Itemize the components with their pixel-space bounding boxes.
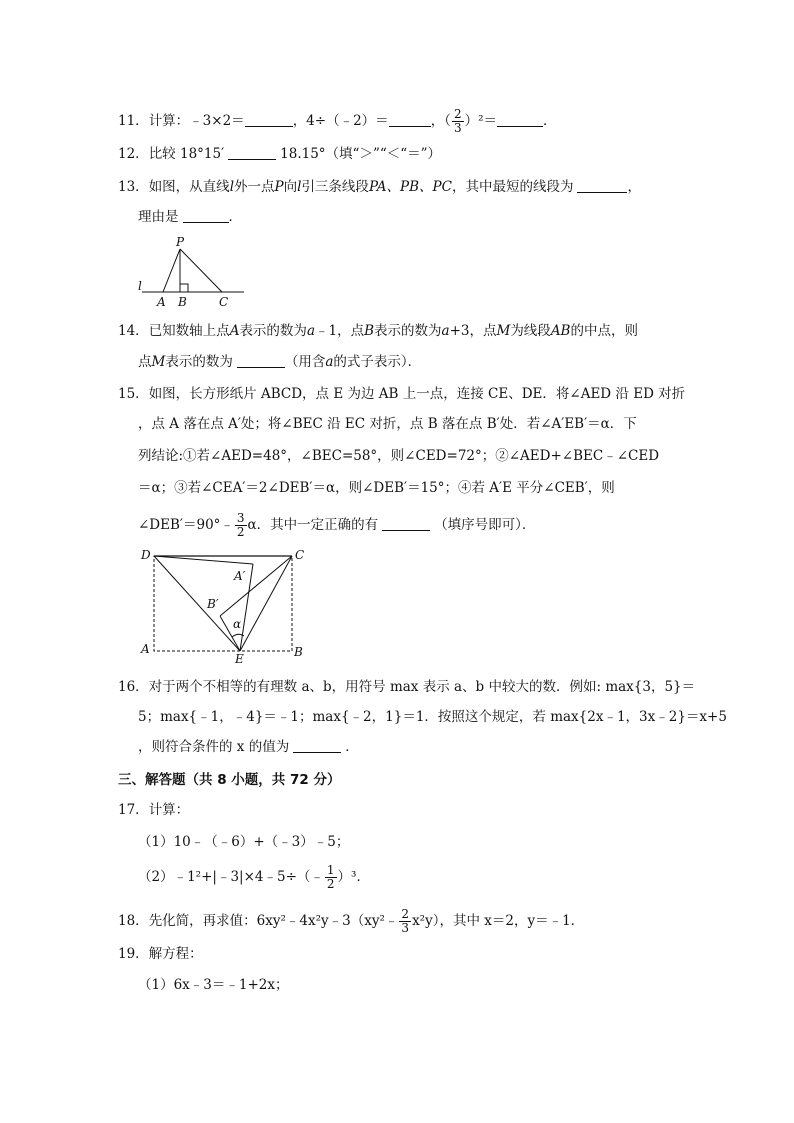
q13-part2: 外一点 (234, 179, 275, 195)
q16-line1: 对于两个不相等的有理数 a、b，用符号 max 表示 a、b 中较大的数．例如: max{3，5}＝ (148, 679, 696, 695)
segment-DA1 (154, 556, 253, 564)
q16-line3-part1: ，则符合条件的 x 的值为 (138, 739, 290, 755)
label-C: C (219, 295, 229, 309)
q12-part1: 比较 18°15′ (148, 146, 225, 162)
q11-blank-1[interactable] (245, 112, 293, 127)
q16-number: 16． (118, 679, 149, 695)
q18-part2: x²y），其中 x＝2，y＝﹣1． (412, 913, 585, 929)
q11-part5: ． (543, 113, 557, 129)
question-15 (118, 384, 685, 404)
q14-line2-part1: 点 (138, 354, 152, 370)
question-19 (118, 944, 203, 964)
q14-AB: AB (550, 323, 571, 339)
q14-part5: +3，点 (449, 323, 497, 339)
label-D: D (141, 548, 151, 562)
q14-a3: a (325, 354, 334, 370)
q14-part4: 表示的数为 (374, 323, 442, 339)
q15-line2: ，点 A 落在点 A′处；将∠BEC 沿 EC 对折，点 B 落在点 B′处．若∠A′EB′＝α．下 (138, 416, 637, 432)
q13-part1: 如图，从直线 (148, 179, 230, 195)
section-3-heading: 三、解答题（共 8 小题，共 72 分） (118, 772, 341, 788)
q17-sub2-part2: ）³． (337, 869, 370, 885)
segment-CB1 (220, 556, 292, 616)
right-angle-mark (180, 284, 188, 292)
q17-sub1-row (138, 832, 349, 852)
q18-frac-den: 3 (401, 921, 410, 935)
q14-a1: a (306, 323, 315, 339)
q17-sub2-row (138, 864, 370, 891)
q14-line2-part4: 的式子表示）． (333, 354, 422, 370)
q13-line2-end: ． (228, 209, 242, 225)
q15-line5-part3: （填序号即可）． (434, 517, 536, 533)
label-E: E (235, 652, 244, 666)
question-13-line2 (138, 207, 242, 227)
q19-sub1: （1）6x﹣3＝﹣1+2x； (138, 977, 289, 993)
q13-part6: ， (627, 179, 641, 195)
q13-number: 13． (118, 179, 149, 195)
q15-line3: 列结论:①若∠AED=48°，∠BEC=58°，则∠CED=72°；②∠AED+∠BEC﹣∠CED (138, 448, 660, 464)
label-B: B (294, 645, 303, 659)
q11-fraction (452, 108, 464, 135)
label-P: P (176, 235, 185, 249)
q13-blank-1[interactable] (577, 178, 627, 193)
q11-part4: ）²＝ (464, 113, 497, 129)
q15-frac-den: 2 (236, 525, 245, 539)
q15-line5-row (138, 512, 535, 539)
q17-title: 计算： (148, 802, 190, 818)
q15-frac-num: 3 (236, 511, 245, 525)
question-14-line2 (138, 352, 421, 372)
segment-DE (154, 556, 240, 651)
q17-number: 17． (118, 802, 149, 818)
q18-part1: 先化简，再求值：6xy²﹣4x²y﹣3（xy²﹣ (148, 913, 399, 929)
q15-line3-row (138, 446, 659, 466)
q13-part4: 引三条线段 (301, 179, 369, 195)
q11-frac-den: 3 (453, 121, 462, 135)
q15-line1: 如图，长方形纸片 ABCD，点 E 为边 AB 上一点，连接 CE、DE．将∠AED 沿 ED 对折 (148, 386, 686, 402)
q13-blank-2[interactable] (183, 208, 229, 223)
q15-line5-part2: α．其中一定正确的有 (247, 517, 379, 533)
segment-CE (240, 556, 292, 651)
q19-title: 解方程： (148, 946, 203, 962)
label-B-prime: B′ (207, 597, 219, 611)
q11-blank-3[interactable] (497, 112, 543, 127)
q19-number: 19． (118, 946, 149, 962)
q14-B: B (364, 323, 375, 339)
label-C: C (295, 548, 305, 562)
q14-M: M (496, 323, 511, 339)
q14-line2-part3: （用含 (284, 354, 326, 370)
q16-line3-row (138, 737, 359, 757)
q12-part2: 18.15°（填“＞”“＜“＝”） (280, 146, 442, 162)
q14-A: A (229, 323, 240, 339)
q17-frac-num: 1 (326, 863, 335, 877)
q16-line2: 5；max{﹣1，﹣4}＝﹣1；max{﹣2，1}＝1．按照这个规定，若 max{2x﹣1，3x﹣2}＝x+5 (138, 709, 727, 725)
q17-frac-den: 2 (326, 877, 335, 891)
question-18 (118, 908, 584, 935)
segment-PA (163, 249, 180, 292)
q13-figure (130, 232, 260, 312)
question-16 (118, 677, 695, 697)
label-A: A (141, 642, 150, 656)
label-B: B (178, 295, 187, 309)
q13-l: l (229, 179, 235, 195)
q18-frac-num: 2 (401, 907, 410, 921)
question-11 (118, 108, 557, 135)
q14-blank[interactable] (237, 353, 285, 368)
q19-sub1-row (138, 975, 288, 995)
q12-number: 12． (118, 146, 149, 162)
q18-number: 18． (118, 913, 149, 929)
q14-part1: 已知数轴上点 (148, 323, 230, 339)
q14-part6: 为线段 (510, 323, 551, 339)
segment-PC (180, 249, 222, 292)
question-17 (118, 800, 189, 820)
q13-line2: 理由是 (138, 209, 179, 225)
q15-line2-row (138, 414, 637, 434)
q13-segs: PA、PB、PC (368, 179, 452, 195)
q15-blank[interactable] (382, 516, 430, 531)
q13-l2: l (297, 179, 302, 195)
q14-part2: 表示的数为 (239, 323, 307, 339)
q14-part7: 的中点，则 (570, 323, 638, 339)
q11-part1: 计算：﹣3×2＝ (148, 113, 245, 129)
q15-line4-row (138, 478, 615, 498)
q11-frac-num: 2 (453, 107, 462, 121)
label-A-prime: A′ (234, 569, 246, 583)
q15-line4: ＝α；③若∠CEA′＝2∠DEB′＝α，则∠DEB′＝15°；④若 A′E 平分∠CEB′，则 (138, 480, 615, 496)
label-l: l (138, 279, 142, 293)
q14-M2: M (151, 354, 166, 370)
question-13 (118, 177, 641, 197)
q16-line3-part2: ． (345, 739, 359, 755)
q15-fraction (235, 512, 247, 539)
q14-a2: a (441, 323, 450, 339)
q11-blank-2[interactable] (389, 112, 431, 127)
q16-line2-row (138, 707, 727, 727)
rectangle-ABCD (154, 556, 292, 651)
q17-sub1: （1）10﹣（﹣6）+（﹣3）﹣5； (138, 834, 350, 850)
q13-part3: 向 (283, 179, 298, 195)
label-A: A (157, 295, 166, 309)
q16-blank[interactable] (293, 738, 341, 753)
q15-number: 15． (118, 386, 149, 402)
label-alpha: α (233, 617, 242, 631)
q13-P: P (274, 179, 284, 195)
q17-sub2-part1: （2）﹣1²+|﹣3|×4﹣5÷（﹣ (138, 869, 324, 885)
q13-part5: ，其中最短的线段为 (451, 179, 574, 195)
q14-number: 14． (118, 323, 149, 339)
q14-part3: ﹣1，点 (315, 323, 365, 339)
q11-number: 11． (118, 113, 149, 129)
q11-part3: ，（ (430, 113, 451, 129)
question-12 (118, 144, 441, 164)
q18-fraction (399, 908, 411, 935)
q17-fraction (325, 864, 337, 891)
question-14 (118, 321, 638, 341)
q15-figure (138, 544, 318, 670)
q12-blank[interactable] (228, 145, 276, 160)
q15-line5-part1: ∠DEB′＝90°﹣ (138, 517, 234, 533)
q14-line2-part2: 表示的数为 (165, 354, 233, 370)
q11-part2: ，4÷（﹣2）＝ (292, 113, 389, 129)
